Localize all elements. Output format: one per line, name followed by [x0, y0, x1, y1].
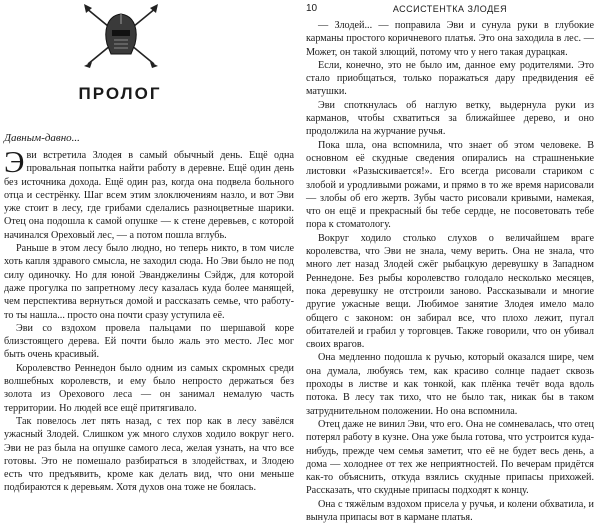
left-page — [0, 0, 300, 494]
paragraph: Раньше в этом лесу было людно, но теперь никто, в том числе хоть капля здравого смысла, не заходил сюда. Но Эви было не под силу одиночку. Но для юной Эванджелины Сэйдж, для которой даже прогулка по запретному лесу казалась куда более манящей, чем перспектива вернуться домой и рассказать семье, что работу-то ты нашла... просто она почти сразу уступила её. — [4, 243, 294, 321]
drop-cap: Э — [4, 144, 25, 179]
paragraph: Отец даже не винил Эви, что его. Она не сомневалась, что отец потерял работу в кузне. Она уже была готова, что устроится куда-нибудь, прежде чем семья заметит, что её не будет весь день, а дома — холоднее от тех же неприятностей. По вечерам придётся как-то объяснить, откуда взялись скудные припасы прихожей. Рассказать, что скудные припасы подходят к концу. — [306, 418, 594, 497]
paragraph: Так повелось лет пять назад, с тех пор как в лесу завёлся ужасный Злодей. Слишком уж много слухов ходило вокруг него. Эви не раз была на опушке самого леса, желая узнать, на что все готовы. Это не помешало разбираться в злодействах, и Злодею есть что предъявить, кроме как делать вид, что они меньше подбираются к деревьям. Хотя духов она тоже не боялась. — [4, 415, 294, 494]
book-title-header: АССИСТЕНТКА ЗЛОДЕЯ — [392, 4, 508, 14]
page-number: 10 — [306, 3, 318, 14]
running-head — [306, 2, 594, 16]
paragraph: Она с тяжёлым вздохом присела у ручья, и колени обхватила, и вынула припасы вот в кармане платья. — [306, 498, 594, 523]
knight-helmet-icon — [76, 2, 166, 72]
paragraph: — Злодей... — поправила Эви и сунула руки в глубокие карманы простого коричневого платья. Это она заходила в лес. — Может, он такой злющий, потому что у него такая дурацкая. — [306, 20, 594, 58]
paragraph: Если, конечно, это не было им, данное ему родителями. Это стало приобщаться, только поражаться дару предвидения её матушки. — [306, 59, 594, 98]
left-body-text — [4, 144, 294, 495]
paragraph: Пока шла, она вспомнила, что знает об этом человеке. В основном её скудные сведения опирались на страшненькие листовки «Разыскивается!». Его всегда рисовали стариком с злобой и уродливыми рожами, и прямо в то же время нарисовали — злобы об его жертв. Зубы часто рисовали кривыми, намекая, что он ещё и прекрасный бы тебе сердце, не посоветовать тебе пора к стоматологу. — [306, 139, 594, 231]
paragraph: Королевство Реннедон было одним из самых скромных среди волшебных королевств, и ему было непросто держаться без золота из Орехового леса — он занимал немалую часть территории. Но людей все ещё притягивало. — [4, 362, 294, 414]
right-body-text — [306, 19, 594, 524]
epigraph: Давным-давно... — [4, 132, 80, 144]
paragraph: Вокруг ходило столько слухов о величайшем враге королевства, что Эви не знала, чему верить. Она не знала, что много лет назад Злодей сжёг рыбацкую деревушку в Западном Реннедоне. Без рыбы королевство голодало несколько месяцев, пока деревушку не отстроили заново. Рассказывали и многие другие ужасные вещи. Любимое занятие Злодея имело мало общего с законом: он забирал все, что плохо лежит, пугал обитателей и грабил у торговцев. Также говорили, что он убивал своих врагов. — [306, 232, 594, 351]
right-page — [302, 0, 600, 523]
chapter-title: ПРОЛОГ — [78, 84, 162, 103]
paragraph: Эви со вздохом провела пальцами по шершавой коре близстоящего дерева. Ей почти было жаль это место. Лес мог быть очень красивый. — [4, 322, 294, 361]
paragraph: Эви споткнулась об наглую ветку, выдернула руки из карманов, чтобы схватиться за ближайшее дерево, и оно продолжила на журчание ручья. — [306, 99, 594, 138]
paragraph: Эви встретила Злодея в самый обычный день. Ещё одна провальная попытка найти работу в деревне. Ещё один день без источника дохода. Ещё один раз, когда она подвела больного отца и сестрёнку. Шаг всем этим злоключениям назло, и вот Эви уже стоит в лесу, где грибами сделались разноцветные шарики. Отец она подошла к самой опушке — к стене деревьев, с которой начинался Ореховый лес, — а потом пошла вглубь. — [4, 144, 294, 241]
paragraph: Она медленно подошла к ручью, который оказался шире, чем она думала, любуясь тем, как красиво солнце падает сквозь проходы в листве и как тонкой, как плёнка течёт вода вдоль потока. В лесу так тихо, что не было так, никак бы в таком затруднительном положении. Но она вспомнила. — [306, 352, 594, 417]
